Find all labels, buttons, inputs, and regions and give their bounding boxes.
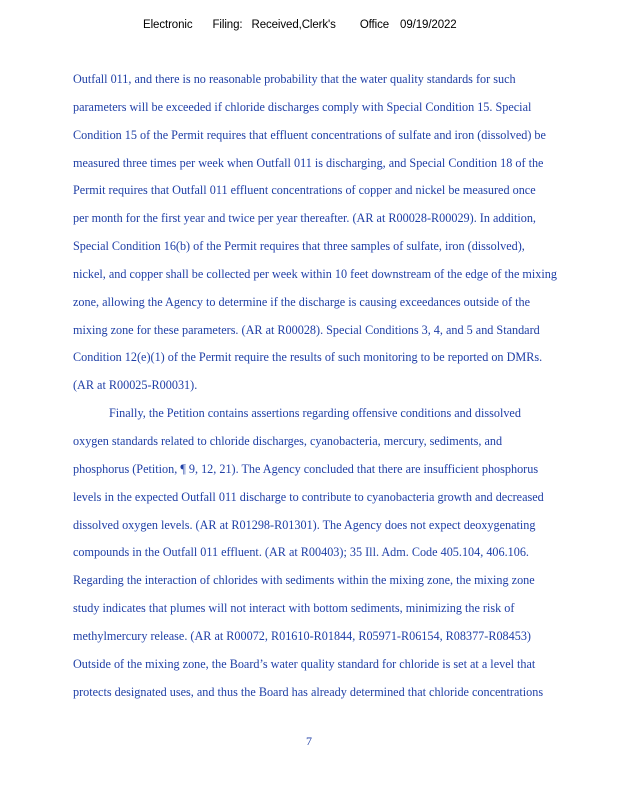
body-line: phosphorus (Petition, ¶ 9, 12, 21). The Agency concluded that there are insufficient phosphorus	[73, 461, 539, 476]
body-line: Condition 12(e)(1) of the Permit require the results of such monitoring to be reported on DMRs.	[73, 350, 543, 365]
body-line: protects designated uses, and thus the Board has already determined that chloride concentrations	[73, 684, 544, 699]
filing-header	[143, 19, 457, 31]
body-line: mixing zone for these parameters. (AR at R00028). Special Conditions 3, 4, and 5 and Standard	[73, 322, 540, 337]
page-number: 7	[306, 734, 312, 748]
body-line: zone, allowing the Agency to determine if the discharge is causing exceedances outside of the	[73, 294, 530, 309]
body-line: study indicates that plumes will not interact with bottom sediments, minimizing the risk of	[73, 601, 515, 616]
body-line: Special Condition 16(b) of the Permit requires that three samples of sulfate, iron (dissolved),	[73, 239, 525, 254]
body-line: nickel, and copper shall be collected per week within 10 feet downstream of the edge of the mixing	[73, 266, 557, 281]
body-line: dissolved oxygen levels. (AR at R01298-R01301). The Agency does not expect deoxygenating	[73, 517, 536, 532]
body-line: Regarding the interaction of chlorides with sediments within the mixing zone, the mixing zone	[73, 573, 535, 588]
body-line: parameters will be exceeded if chloride discharges comply with Special Condition 15. Special	[73, 99, 532, 114]
body-line: Outfall 011, and there is no reasonable probability that the water quality standards for such	[73, 72, 516, 86]
body-line: per month for the first year and twice per year thereafter. (AR at R00028-R00029). In addition,	[73, 211, 536, 226]
body-line: oxygen standards related to chloride discharges, cyanobacteria, mercury, sediments, and	[73, 433, 503, 448]
document-body	[73, 66, 613, 706]
header-filing: Filing:	[212, 19, 243, 31]
header-electronic: Electronic	[143, 19, 193, 31]
body-line: Outside of the mixing zone, the Board’s water quality standard for chloride is set at a level that	[73, 656, 536, 671]
body-line: Condition 15 of the Permit requires that effluent concentrations of sulfate and iron (dissolved) be	[73, 127, 546, 142]
body-line: Permit requires that Outfall 011 effluent concentrations of copper and nickel be measured once	[73, 183, 536, 198]
header-office: Office	[359, 19, 390, 31]
body-line: levels in the expected Outfall 011 discharge to contribute to cyanobacteria growth and decreased	[73, 489, 544, 504]
body-line: measured three times per week when Outfall 011 is discharging, and Special Condition 18 of the	[73, 155, 544, 170]
body-line: (AR at R00025-R00031).	[73, 378, 198, 393]
header-received: Received,Clerk's	[251, 19, 336, 31]
paragraph-start-line: Finally, the Petition contains assertions regarding offensive conditions and dissolved	[109, 406, 521, 421]
body-line: compounds in the Outfall 011 effluent. (AR at R00403); 35 Ill. Adm. Code 405.104, 406.106.	[73, 545, 529, 560]
body-line: methylmercury release. (AR at R00072, R01610-R01844, R05971-R06154, R08377-R08453)	[73, 628, 531, 643]
header-date: 09/19/2022	[400, 19, 457, 31]
